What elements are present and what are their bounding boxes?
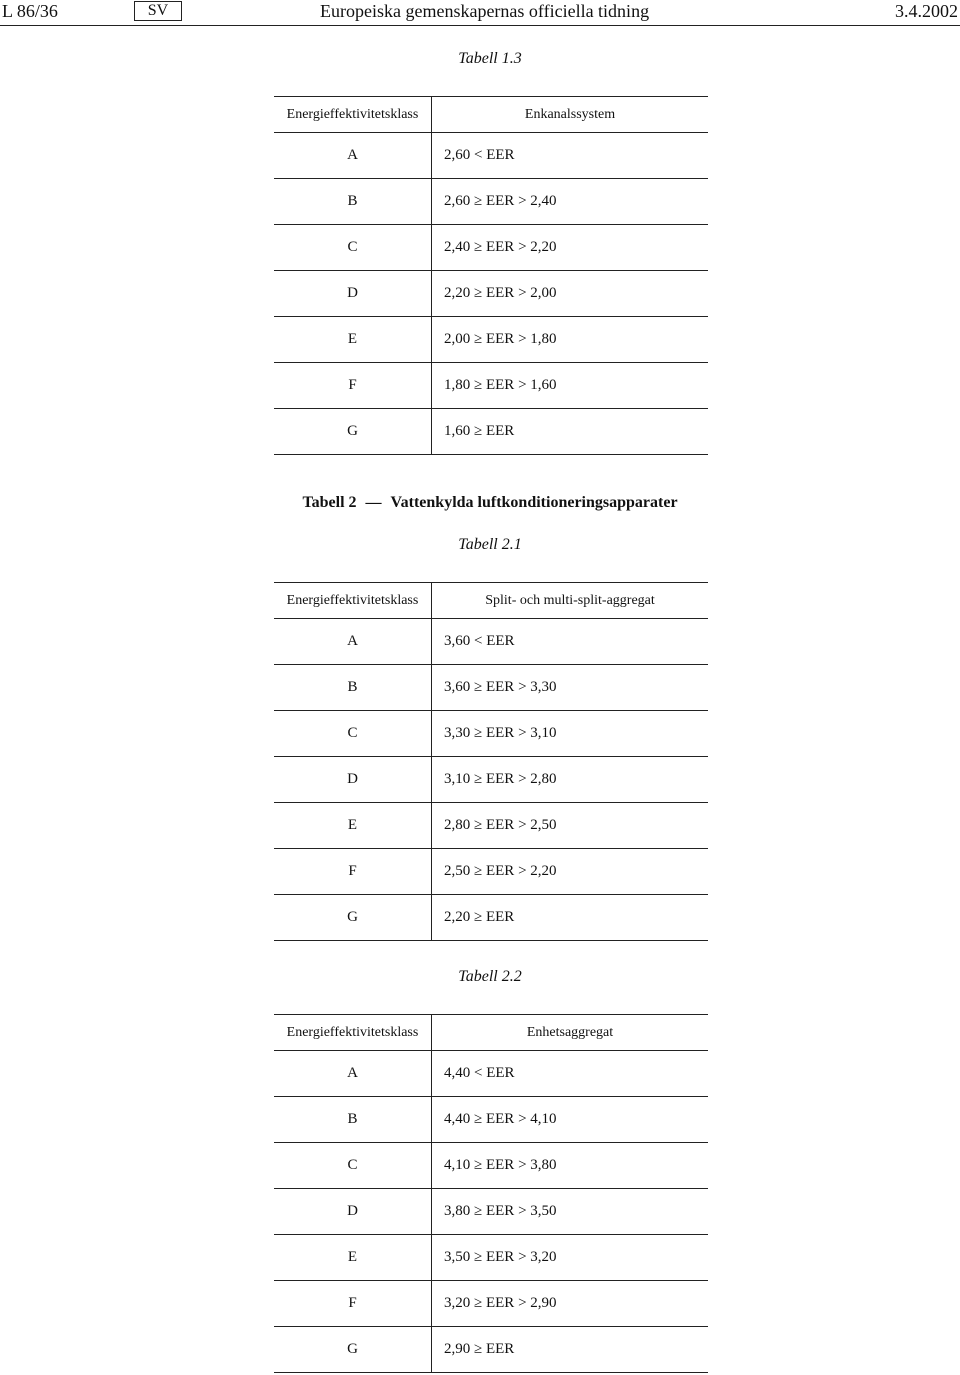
table-1-3	[274, 96, 708, 455]
page-reference: L 86/36	[2, 1, 58, 21]
table-row	[274, 1143, 708, 1189]
table-header-row	[274, 1015, 708, 1051]
page-header	[0, 0, 960, 26]
table-row	[274, 665, 708, 711]
table-header-row	[274, 583, 708, 619]
table-row	[274, 757, 708, 803]
eer-range-cell: 3,10 ≥ EER > 2,80	[444, 771, 557, 787]
class-cell: C	[274, 1143, 432, 1188]
eer-range-cell: 2,80 ≥ EER > 2,50	[444, 817, 557, 833]
table-row	[274, 803, 708, 849]
eer-range-cell: 2,40 ≥ EER > 2,20	[444, 239, 557, 255]
class-cell: E	[274, 317, 432, 362]
class-cell: F	[274, 363, 432, 408]
table-row	[274, 271, 708, 317]
column-header-system: Split- och multi-split-aggregat	[485, 592, 655, 608]
class-cell: B	[274, 665, 432, 710]
table-row	[274, 317, 708, 363]
eer-range-cell: 3,80 ≥ EER > 3,50	[444, 1203, 557, 1219]
table-row	[274, 1327, 708, 1373]
eer-range-cell: 3,20 ≥ EER > 2,90	[444, 1295, 557, 1311]
eer-range-cell: 3,30 ≥ EER > 3,10	[444, 725, 557, 741]
eer-range-cell: 2,90 ≥ EER	[444, 1341, 515, 1357]
class-cell: D	[274, 1189, 432, 1234]
column-header-class: Energieffektivitetsklass	[274, 1015, 432, 1050]
table-1-3-caption: Tabell 1.3	[458, 50, 522, 67]
eer-range-cell: 2,60 ≥ EER > 2,40	[444, 193, 557, 209]
eer-range-cell: 2,20 ≥ EER > 2,00	[444, 285, 557, 301]
eer-range-cell: 1,60 ≥ EER	[444, 423, 515, 439]
table-row	[274, 849, 708, 895]
table-row	[274, 1051, 708, 1097]
section-title: Vattenkylda luftkonditioneringsapparater	[390, 494, 678, 511]
table-row	[274, 1235, 708, 1281]
class-cell: G	[274, 409, 432, 454]
table-2-1-caption: Tabell 2.1	[458, 536, 522, 553]
eer-range-cell: 2,20 ≥ EER	[444, 909, 515, 925]
eer-range-cell: 3,60 < EER	[444, 633, 515, 649]
class-cell: A	[274, 619, 432, 664]
eer-range-cell: 4,40 < EER	[444, 1065, 515, 1081]
class-cell: F	[274, 1281, 432, 1326]
table-row	[274, 179, 708, 225]
table-row	[274, 619, 708, 665]
table-row	[274, 133, 708, 179]
table-row	[274, 363, 708, 409]
table-2-2	[274, 1014, 708, 1373]
language-box: SV	[134, 1, 182, 21]
eer-range-cell: 2,60 < EER	[444, 147, 515, 163]
class-cell: A	[274, 133, 432, 178]
eer-range-cell: 2,00 ≥ EER > 1,80	[444, 331, 557, 347]
class-cell: B	[274, 179, 432, 224]
eer-range-cell: 3,50 ≥ EER > 3,20	[444, 1249, 557, 1265]
eer-range-cell: 4,10 ≥ EER > 3,80	[444, 1157, 557, 1173]
journal-title: Europeiska gemenskapernas officiella tidning	[320, 1, 650, 21]
class-cell: F	[274, 849, 432, 894]
publication-date: 3.4.2002	[895, 1, 958, 21]
table-row	[274, 1189, 708, 1235]
table-header-row	[274, 97, 708, 133]
class-cell: E	[274, 1235, 432, 1280]
class-cell: G	[274, 1327, 432, 1372]
table-row	[274, 1097, 708, 1143]
table-row	[274, 895, 708, 941]
class-cell: C	[274, 711, 432, 756]
table-row	[274, 225, 708, 271]
eer-range-cell: 1,80 ≥ EER > 1,60	[444, 377, 557, 393]
class-cell: E	[274, 803, 432, 848]
column-header-system: Enhetsaggregat	[526, 1024, 614, 1040]
section-dash: —	[365, 494, 382, 511]
section-heading	[0, 494, 960, 512]
column-header-class: Energieffektivitetsklass	[274, 583, 432, 618]
eer-range-cell: 3,60 ≥ EER > 3,30	[444, 679, 557, 695]
table-row	[274, 711, 708, 757]
section-label: Tabell 2	[302, 494, 357, 511]
table-row	[274, 1281, 708, 1327]
class-cell: B	[274, 1097, 432, 1142]
class-cell: C	[274, 225, 432, 270]
class-cell: A	[274, 1051, 432, 1096]
column-header-class: Energieffektivitetsklass	[274, 97, 432, 132]
column-header-system: Enkanalssystem	[524, 106, 616, 122]
eer-range-cell: 2,50 ≥ EER > 2,20	[444, 863, 557, 879]
table-2-1	[274, 582, 708, 941]
eer-range-cell: 4,40 ≥ EER > 4,10	[444, 1111, 557, 1127]
table-2-2-caption: Tabell 2.2	[458, 968, 522, 985]
table-row	[274, 409, 708, 455]
class-cell: D	[274, 757, 432, 802]
class-cell: G	[274, 895, 432, 940]
class-cell: D	[274, 271, 432, 316]
